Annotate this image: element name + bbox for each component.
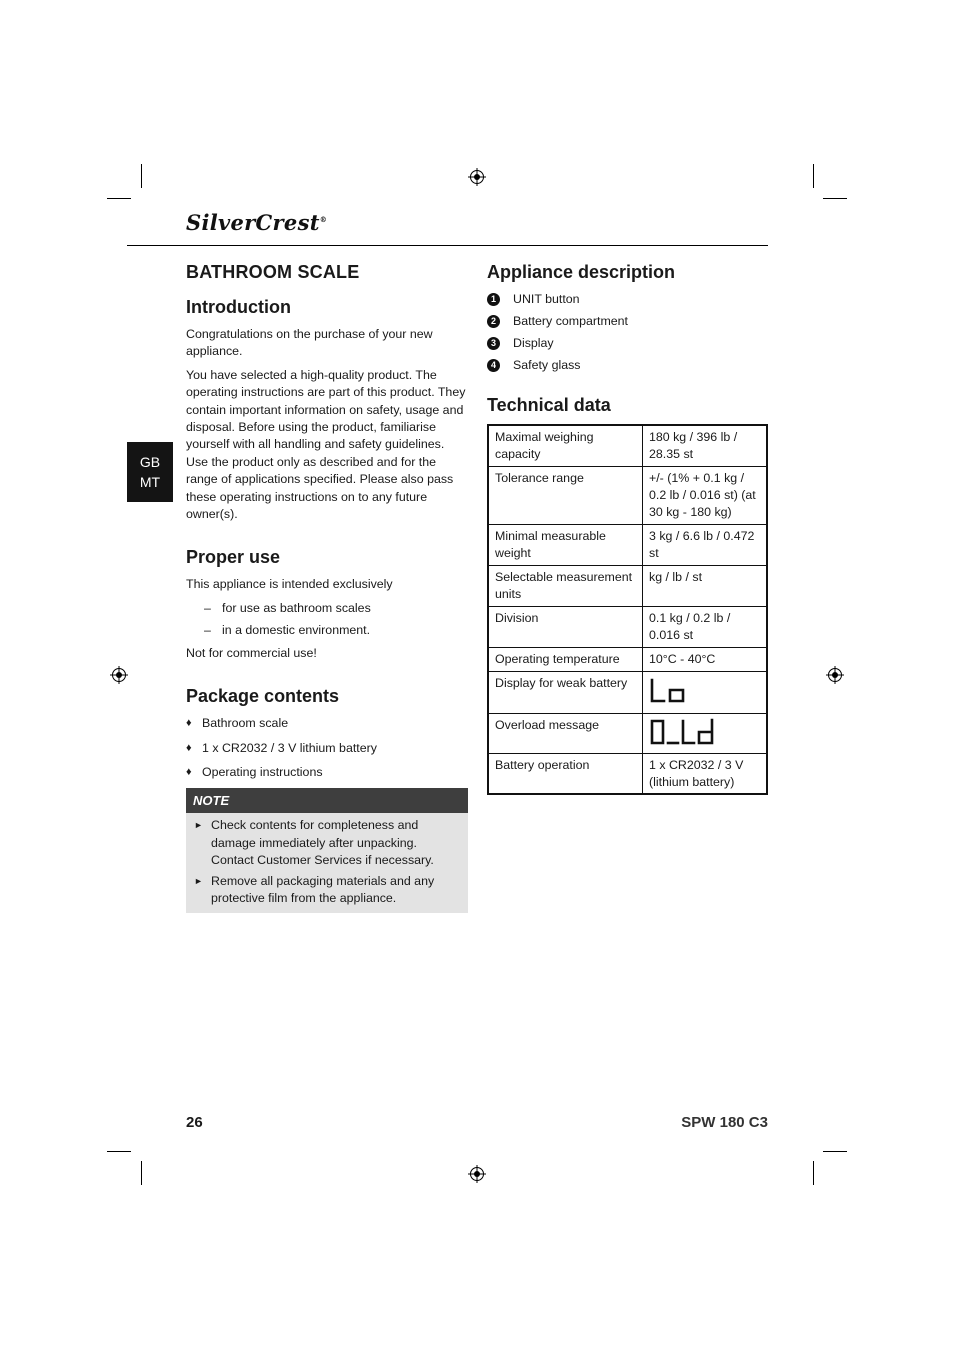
arrow-icon: ► (194, 820, 203, 831)
note-box (186, 788, 468, 913)
crop-mark (141, 1161, 142, 1185)
technical-data-heading: Technical data (487, 395, 611, 415)
note-item: ► Remove all packaging materials and any protective film from the appliance. (194, 873, 435, 905)
number-badge: 1 (487, 293, 500, 306)
language-code-gb: GB (139, 454, 161, 470)
table-row: Division 0.1 kg / 0.2 lb / 0.016 st (488, 606, 767, 647)
header-rule (127, 245, 768, 246)
crop-mark (823, 198, 847, 199)
crop-mark (107, 1151, 131, 1152)
proper-use-intro: This appliance is intended exclusively (186, 577, 393, 592)
page-number: 26 (186, 1114, 203, 1131)
lcd-overload-display (643, 713, 768, 753)
appliance-description-list (487, 291, 769, 379)
table-row: Tolerance range +/- (1% + 0.1 kg / 0.2 lb / 0.016 st) (at 30 kg - 180 kg) (488, 466, 767, 524)
language-code-mt: MT (139, 474, 161, 490)
number-badge: 3 (487, 337, 500, 350)
list-item: ♦ Bathroom scale (186, 716, 289, 731)
list-item: ♦ Operating instructions (186, 764, 323, 779)
list-item: 3 Display (487, 335, 769, 357)
model-number: SPW 180 C3 (681, 1114, 768, 1131)
package-contents-list (186, 715, 468, 781)
proper-use-list (186, 600, 468, 640)
registration-mark-icon (110, 666, 128, 684)
package-contents-heading: Package contents (186, 686, 340, 707)
brand-logo: SilverCrest® (186, 210, 328, 235)
introduction-paragraph: Congratulations on the purchase of your new appliance. (186, 327, 433, 359)
page-title: BATHROOM SCALE (186, 262, 360, 282)
crop-mark (813, 164, 814, 188)
number-badge: 4 (487, 359, 500, 372)
list-item: – in a domestic environment. (204, 623, 371, 638)
table-row: Minimal measurable weight 3 kg / 6.6 lb / 0.472 st (488, 524, 767, 565)
appliance-description-heading: Appliance description (487, 262, 676, 282)
table-row: Overload message (488, 713, 767, 753)
registration-mark-icon (468, 168, 486, 186)
crop-mark (107, 198, 131, 199)
note-title: NOTE (186, 788, 468, 813)
proper-use-outro: Not for commercial use! (186, 645, 317, 660)
note-item: ► Check contents for completeness and damage immediately after unpacking. Contact Customer Services if necessary. (194, 818, 434, 868)
technical-data-table (487, 424, 768, 795)
proper-use-heading: Proper use (186, 547, 281, 568)
table-row: Selectable measurement units kg / lb / st (488, 565, 767, 606)
lcd-lo-display (643, 671, 768, 713)
number-badge: 2 (487, 315, 500, 328)
list-item: 1 UNIT button (487, 291, 769, 313)
crop-mark (823, 1151, 847, 1152)
table-row: Display for weak battery (488, 671, 767, 713)
crop-mark (141, 164, 142, 188)
language-tab (127, 442, 173, 502)
registration-mark-icon (826, 666, 844, 684)
list-item: ♦ 1 x CR2032 / 3 V lithium battery (186, 740, 377, 755)
list-item: – for use as bathroom scales (204, 600, 371, 615)
introduction-heading: Introduction (186, 297, 291, 317)
crop-mark (813, 1161, 814, 1185)
list-item: 2 Battery compartment (487, 313, 769, 335)
left-column (186, 262, 468, 913)
arrow-icon: ► (194, 875, 203, 886)
registration-mark-icon (468, 1165, 486, 1183)
right-column (487, 262, 769, 795)
table-row: Maximal weighing capacity 180 kg / 396 lb / 28.35 st (488, 425, 767, 466)
table-row: Battery operation 1 x CR2032 / 3 V (lithium battery) (488, 753, 767, 794)
list-item: 4 Safety glass (487, 357, 769, 379)
introduction-paragraph: You have selected a high-quality product. The operating instructions are part of this product. They contain important information on safety, usage and disposal. Before using the product, familiarise yourself with all handling and safety guidelines. Use the product only as described and for the range of applications specified. Please also pass these operating instructions on to any future owner(s). (186, 367, 466, 522)
table-row: Operating temperature 10°C - 40°C (488, 647, 767, 671)
